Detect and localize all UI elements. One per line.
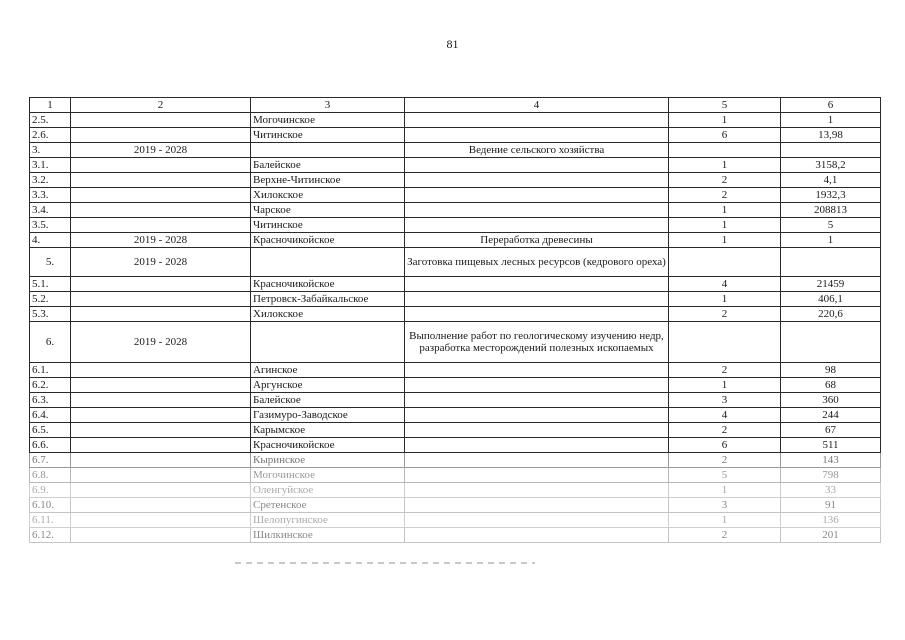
table-cell-col3: Читинское (251, 128, 405, 143)
table-cell-col1: 6.4. (30, 408, 71, 423)
table-cell-col2 (71, 528, 251, 543)
table-cell-col5: 2 (669, 528, 781, 543)
table-cell-col1: 6. (30, 322, 71, 363)
table-cell-col5: 4 (669, 277, 781, 292)
table-cell-col3: Газимуро-Заводское (251, 408, 405, 423)
table-cell-col1: 6.9. (30, 483, 71, 498)
table-cell-col3: Сретенское (251, 498, 405, 513)
table-cell-col3 (251, 322, 405, 363)
table-cell-col5: 1 (669, 113, 781, 128)
table-cell-col3: Верхне-Читинское (251, 173, 405, 188)
table-cell-col4 (405, 438, 669, 453)
table-row (30, 143, 881, 158)
table-cell-col1: 6.11. (30, 513, 71, 528)
table-cell-col4 (405, 363, 669, 378)
table-row (30, 483, 881, 498)
table-row (30, 128, 881, 143)
table-cell-col1: 5.1. (30, 277, 71, 292)
table-body (30, 113, 881, 543)
header-cell-3: 3 (251, 98, 405, 113)
table-cell-col4 (405, 528, 669, 543)
table-cell-col5: 4 (669, 408, 781, 423)
table-cell-col5: 2 (669, 423, 781, 438)
table-cell-col6 (781, 322, 881, 363)
table-cell-col2: 2019 - 2028 (71, 233, 251, 248)
table-cell-col6: 143 (781, 453, 881, 468)
table-row (30, 188, 881, 203)
table-cell-col6: 98 (781, 363, 881, 378)
table-cell-col2 (71, 173, 251, 188)
table-row (30, 513, 881, 528)
table-cell-col6: 4,1 (781, 173, 881, 188)
table-cell-col4 (405, 158, 669, 173)
table-cell-col3: Читинское (251, 218, 405, 233)
table-cell-col6: 208813 (781, 203, 881, 218)
table-cell-col2 (71, 128, 251, 143)
table-cell-col4 (405, 468, 669, 483)
table-row (30, 292, 881, 307)
table-cell-col3: Карымское (251, 423, 405, 438)
table-cell-col1: 3. (30, 143, 71, 158)
table-cell-col6: 1932,3 (781, 188, 881, 203)
table-cell-col6: 1 (781, 233, 881, 248)
table-cell-col5: 1 (669, 513, 781, 528)
table-cell-col2 (71, 363, 251, 378)
table-cell-col4 (405, 378, 669, 393)
table-cell-col6: 220,6 (781, 307, 881, 322)
table-row (30, 408, 881, 423)
table-cell-col5: 2 (669, 188, 781, 203)
table-cell-col3: Могочинское (251, 113, 405, 128)
table-cell-col1: 6.10. (30, 498, 71, 513)
table-cell-col2 (71, 423, 251, 438)
table-cell-col4 (405, 483, 669, 498)
table-cell-col5: 2 (669, 307, 781, 322)
table-cell-col3: Хилокское (251, 188, 405, 203)
table-cell-col4 (405, 218, 669, 233)
page-number: 81 (446, 37, 459, 51)
table-cell-col5: 1 (669, 233, 781, 248)
table-header-row (30, 98, 881, 113)
header-cell-2: 2 (71, 98, 251, 113)
table-cell-col3: Балейское (251, 393, 405, 408)
table-cell-col2: 2019 - 2028 (71, 248, 251, 277)
table-cell-col4 (405, 277, 669, 292)
table-cell-col1: 6.6. (30, 438, 71, 453)
table-cell-col2 (71, 203, 251, 218)
table-cell-col2: 2019 - 2028 (71, 143, 251, 158)
table-cell-col6: 511 (781, 438, 881, 453)
table-row (30, 453, 881, 468)
table-cell-col4 (405, 513, 669, 528)
table-cell-col4 (405, 173, 669, 188)
table-cell-col6 (781, 143, 881, 158)
table-cell-col1: 5. (30, 248, 71, 277)
table-cell-col2 (71, 483, 251, 498)
table-row (30, 438, 881, 453)
table-row (30, 468, 881, 483)
table-cell-col4 (405, 453, 669, 468)
table-cell-col3: Красночикойское (251, 277, 405, 292)
table-cell-col4: Выполнение работ по геологическому изучению недр, разработка месторождений полезных ископаемых (405, 322, 669, 363)
table-cell-col2 (71, 408, 251, 423)
table-row (30, 393, 881, 408)
table-cell-col3: Балейское (251, 158, 405, 173)
table-row (30, 158, 881, 173)
table-cell-col5: 6 (669, 128, 781, 143)
table-cell-col1: 6.7. (30, 453, 71, 468)
table-cell-col5: 1 (669, 158, 781, 173)
table-cell-col6: 406,1 (781, 292, 881, 307)
table-cell-col3: Чарское (251, 203, 405, 218)
table-cell-col3: Кыринское (251, 453, 405, 468)
scan-artifact (235, 562, 535, 564)
table-cell-col1: 6.2. (30, 378, 71, 393)
table-row (30, 248, 881, 277)
table-cell-col4 (405, 128, 669, 143)
table-cell-col3: Могочинское (251, 468, 405, 483)
table-cell-col5 (669, 143, 781, 158)
table-cell-col1: 6.5. (30, 423, 71, 438)
table-cell-col3 (251, 248, 405, 277)
table-cell-col5: 1 (669, 483, 781, 498)
table-cell-col4 (405, 292, 669, 307)
table-cell-col1: 6.8. (30, 468, 71, 483)
table-cell-col3: Петровск-Забайкальское (251, 292, 405, 307)
table-row (30, 498, 881, 513)
table-cell-col3 (251, 143, 405, 158)
table-cell-col1: 4. (30, 233, 71, 248)
table-cell-col5: 1 (669, 218, 781, 233)
table-cell-col1: 6.12. (30, 528, 71, 543)
table-cell-col6: 91 (781, 498, 881, 513)
table-cell-col6: 3158,2 (781, 158, 881, 173)
table-row (30, 233, 881, 248)
table-cell-col1: 2.5. (30, 113, 71, 128)
table-cell-col5: 2 (669, 453, 781, 468)
table-cell-col6: 33 (781, 483, 881, 498)
table-cell-col5: 2 (669, 363, 781, 378)
table-row (30, 173, 881, 188)
table-cell-col5: 1 (669, 292, 781, 307)
table-cell-col3: Аргунское (251, 378, 405, 393)
table-cell-col4 (405, 393, 669, 408)
table-cell-col6: 798 (781, 468, 881, 483)
table-cell-col6: 68 (781, 378, 881, 393)
table-cell-col5: 1 (669, 378, 781, 393)
table-cell-col2: 2019 - 2028 (71, 322, 251, 363)
table-cell-col2 (71, 158, 251, 173)
table-cell-col1: 2.6. (30, 128, 71, 143)
table-cell-col3: Оленгуйское (251, 483, 405, 498)
table-cell-col6: 136 (781, 513, 881, 528)
table-cell-col3: Агинское (251, 363, 405, 378)
data-table (29, 97, 881, 543)
table-cell-col1: 3.2. (30, 173, 71, 188)
table-cell-col6: 5 (781, 218, 881, 233)
table-row (30, 203, 881, 218)
table-row (30, 528, 881, 543)
table-cell-col2 (71, 498, 251, 513)
table-cell-col2 (71, 277, 251, 292)
table-cell-col4 (405, 423, 669, 438)
table-row (30, 307, 881, 322)
table-cell-col6: 21459 (781, 277, 881, 292)
table-cell-col1: 3.3. (30, 188, 71, 203)
table-row (30, 277, 881, 292)
table-cell-col2 (71, 513, 251, 528)
table-cell-col5: 6 (669, 438, 781, 453)
table-cell-col6: 244 (781, 408, 881, 423)
table-cell-col4 (405, 498, 669, 513)
table-cell-col4: Ведение сельского хозяйства (405, 143, 669, 158)
table-cell-col2 (71, 113, 251, 128)
header-cell-1: 1 (30, 98, 71, 113)
table-cell-col2 (71, 393, 251, 408)
table-cell-col6: 13,98 (781, 128, 881, 143)
table-cell-col2 (71, 438, 251, 453)
table-cell-col3: Шилкинское (251, 528, 405, 543)
table-cell-col1: 6.1. (30, 363, 71, 378)
table-cell-col6: 67 (781, 423, 881, 438)
table-cell-col2 (71, 188, 251, 203)
table-cell-col1: 5.3. (30, 307, 71, 322)
table-cell-col4: Заготовка пищевых лесных ресурсов (кедрового ореха) (405, 248, 669, 277)
table-cell-col5: 1 (669, 203, 781, 218)
table-cell-col6 (781, 248, 881, 277)
table-cell-col3: Хилокское (251, 307, 405, 322)
table-cell-col1: 6.3. (30, 393, 71, 408)
table-cell-col2 (71, 307, 251, 322)
table-cell-col3: Красночикойское (251, 233, 405, 248)
table-cell-col5: 3 (669, 498, 781, 513)
header-cell-4: 4 (405, 98, 669, 113)
table-cell-col4 (405, 188, 669, 203)
table-cell-col5 (669, 322, 781, 363)
table-cell-col4 (405, 408, 669, 423)
table-cell-col2 (71, 378, 251, 393)
table-cell-col4 (405, 203, 669, 218)
table-cell-col5: 5 (669, 468, 781, 483)
table-cell-col2 (71, 468, 251, 483)
table-cell-col5: 3 (669, 393, 781, 408)
table-cell-col1: 3.1. (30, 158, 71, 173)
table-cell-col2 (71, 453, 251, 468)
table-cell-col5 (669, 248, 781, 277)
table-cell-col1: 3.5. (30, 218, 71, 233)
table-cell-col3: Шелопугинское (251, 513, 405, 528)
header-cell-6: 6 (781, 98, 881, 113)
table-row (30, 322, 881, 363)
table-cell-col4 (405, 307, 669, 322)
table-cell-col4 (405, 113, 669, 128)
table-cell-col6: 1 (781, 113, 881, 128)
table-row (30, 113, 881, 128)
table-row (30, 363, 881, 378)
table-row (30, 218, 881, 233)
table-cell-col6: 360 (781, 393, 881, 408)
table-cell-col3: Красночикойское (251, 438, 405, 453)
header-cell-5: 5 (669, 98, 781, 113)
table-cell-col2 (71, 292, 251, 307)
table-row (30, 423, 881, 438)
table-row (30, 378, 881, 393)
table-cell-col6: 201 (781, 528, 881, 543)
table-cell-col4: Переработка древесины (405, 233, 669, 248)
table-cell-col2 (71, 218, 251, 233)
table-cell-col1: 3.4. (30, 203, 71, 218)
table-cell-col5: 2 (669, 173, 781, 188)
table-cell-col1: 5.2. (30, 292, 71, 307)
